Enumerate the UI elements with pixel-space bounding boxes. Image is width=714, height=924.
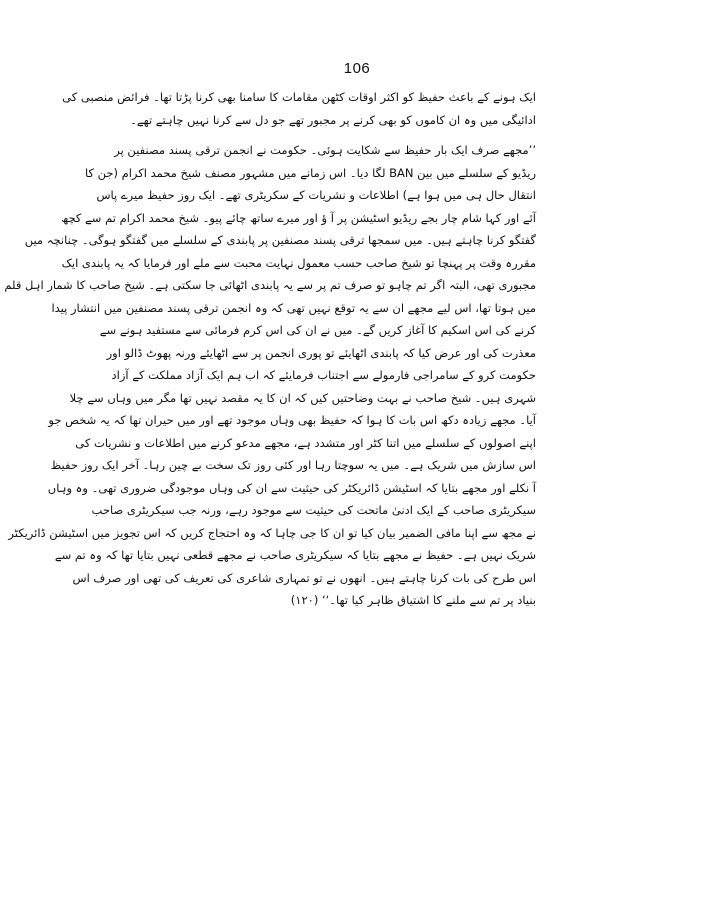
text-line: سیکریٹری صاحب کے ایک ادنیٰ ماتحت کی حیثیت سے موجود رہے، ورنہ جب سیکریٹری صاحب [91,503,536,517]
text-line: آیا۔ مجھے زیادہ دکھ اس بات کا ہوا کہ حفیظ بھی وہاں موجود تھے اور میں حیران تھا کہ یہ شخص جو [48,413,536,427]
text-line: انتقال حال ہی میں ہوا ہے) اطلاعات و نشریات کے سکریٹری تھے۔ ایک روز حفیظ میرے پاس [96,188,536,202]
text-line: شریک نہیں ہے۔ حفیظ نے مجھے بتایا کہ سیکریٹری صاحب نے مجھے قطعی نہیں بتایا تھا کہ وہ تم سے [54,548,536,562]
text-line: ’’مجھے صرف ایک بار حفیظ سے شکایت ہوئی۔ حکومت نے انجمن ترقی پسند مصنفین پر [114,143,536,157]
text-line: اپنے اصولوں کے سلسلے میں اتنا کٹر اور متشدد ہے، مجھے مدعو کرنے میں اطلاعات و نشریات کی [75,435,536,450]
text-line: مجبوری تھی، البتہ اگر تم چاہو تو صرف تم پر سے یہ پابندی اٹھائی جا سکتی ہے۔ شیخ صاحب کا شمار اہل قلم [4,278,536,292]
text-line: نے مجھ سے اپنا مافی الضمیر بیان کیا تو ان کا جی چاہا کہ وہ احتجاج کریں کہ اس تجویز میں اسٹیشن ڈائریکٹر [8,525,536,540]
text-line: بنیاد پر تم سے ملنے کا اشتیاق ظاہر کیا تھا۔‘‘ (۱۲۰) [290,593,536,607]
text-line: اس سازش میں شریک ہے۔ میں یہ سوچتا رہا اور کئی روز تک سخت بے چین رہا۔ آخر ایک روز حفیظ [50,458,536,472]
text-line: آئے اور کہا شام چار بجے ریڈیو اسٹیشن پر آ ؤ اور میرے ساتھ چائے پیو۔ شیخ محمد اکرام تم سے کچھ [61,210,536,225]
text-line: آ نکلے اور مجھے بتایا کہ اسٹیشن ڈائریکٹر کی حیثیت سے ان کی وہاں موجودگی ضروری تھی۔ وہ وہاں [47,480,536,495]
text-line: شہری ہیں۔ شیخ صاحب نے بہت وضاحتیں کیں کہ ان کا یہ مقصد نہیں تھا مگر میں وہاں سے چلا [69,390,536,405]
paragraph-gap [178,131,536,139]
text-line: کرنے کی اس اسکیم کا آغاز کریں گے۔ میں نے ان کی اس کرم فرمائی سے مستفید ہونے سے [99,323,536,337]
text-line: اس طرح کی بات کرنا چاہتے ہیں۔ انھوں نے تو تمہاری شاعری کی تعریف کی تھی اور صرف اس [72,570,536,585]
text-line: ایک ہونے کے باعث حفیظ کو اکثر اوقات کٹھن مقامات کا سامنا بھی کرنا پڑتا تھا۔ فرائض منصبی کی [62,90,536,104]
text-line: مقررہ وقت پر پہنچا تو شیخ صاحب حسب معمول نہایت محبت سے ملے اور فرمایا کہ یہ پابندی ایک [61,255,536,270]
text-line: حکومت کرو کے سامراجی فارمولے سے اجتناب فرمایئے کہ اب ہم ایک آزاد مملکت کے آزاد [111,368,536,382]
text-line: ادائیگی میں وہ ان کاموں کو بھی کرنے پر مجبور تھے جو دل سے کرنا نہیں چاہتے تھے۔ [130,112,536,127]
page-number: 106 [343,60,371,77]
text-line: میں ہوتا تھا، اس لیے مجھے ان سے یہ توقع نہیں تھی کہ وہ انجمن ترقی پسند مصنفین میں انتشار پیدا [51,300,536,315]
text-line: معذرت کی اور عرض کیا کہ پابندی اٹھایئے تو پوری انجمن پر سے اٹھایئے ورنہ پھوٹ ڈالو اور [106,345,536,360]
body-text [4,86,536,612]
text-line: گفتگو کرنا چاہتے ہیں۔ میں سمجھا ترقی پسند مصنفین پر پابندی کے سلسلے میں گفتگو ہوگی۔ چنانچہ میں [24,233,536,247]
text-line: ریڈیو کے سلسلے میں بین BAN لگا دیا۔ اس زمانے میں مشہور مصنف شیخ محمد اکرام (جن کا [84,165,536,180]
